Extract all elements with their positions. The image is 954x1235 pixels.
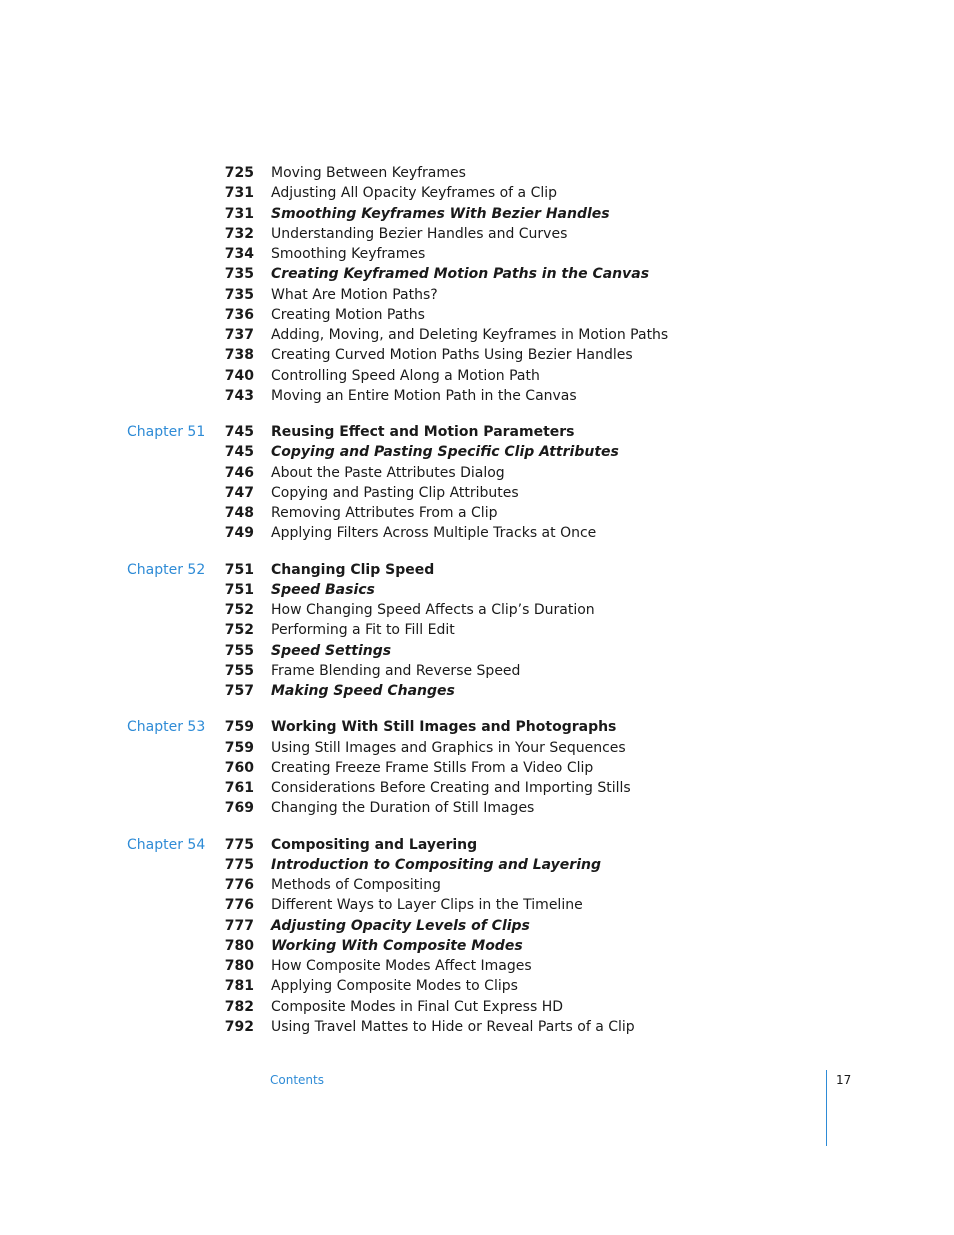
toc-entry xyxy=(0,895,954,915)
entry-title: Adding, Moving, and Deleting Keyframes in Motion Paths xyxy=(271,327,669,343)
entry-title: What Are Motion Paths? xyxy=(271,286,438,303)
toc-entry xyxy=(0,244,954,264)
chapter-label: Chapter 54 xyxy=(127,836,206,853)
entry-page-number: 780 xyxy=(224,958,254,974)
entry-title: Changing Clip Speed xyxy=(271,561,435,578)
toc-entry xyxy=(0,956,954,976)
entry-title: Speed Basics xyxy=(271,581,375,598)
toc-entry xyxy=(0,224,954,244)
entry-title: Adjusting Opacity Levels of Clips xyxy=(271,917,530,934)
entry-title: Creating Freeze Frame Stills From a Video Clip xyxy=(271,759,594,776)
entry-page-number: 760 xyxy=(224,759,254,776)
entry-title: How Composite Modes Affect Images xyxy=(271,958,532,974)
entry-title: Performing a Fit to Fill Edit xyxy=(271,622,455,639)
entry-page-number: 776 xyxy=(224,877,254,893)
entry-page-number: 740 xyxy=(224,367,254,384)
chapter-label: Chapter 52 xyxy=(127,561,206,578)
entry-title: Speed Settings xyxy=(271,642,392,659)
toc-entry xyxy=(0,875,954,895)
entry-page-number: 792 xyxy=(224,1018,254,1035)
entry-title: Creating Curved Motion Paths Using Bezier Handles xyxy=(271,347,633,364)
entry-title: Changing the Duration of Still Images xyxy=(271,800,535,817)
toc-entry xyxy=(0,386,954,406)
entry-page-number: 769 xyxy=(224,800,254,817)
chapter-row xyxy=(0,560,954,580)
entry-page-number: 746 xyxy=(224,464,254,481)
entry-title: Moving an Entire Motion Path in the Canvas xyxy=(271,387,577,404)
entry-title: Reusing Effect and Motion Parameters xyxy=(271,424,575,440)
entry-title: Different Ways to Layer Clips in the Timeline xyxy=(271,897,583,914)
entry-page-number: 761 xyxy=(224,780,254,796)
entry-page-number: 757 xyxy=(224,683,254,699)
entry-page-number: 775 xyxy=(224,836,254,853)
toc-entry xyxy=(0,661,954,681)
toc-entry xyxy=(0,523,954,543)
toc-entry xyxy=(0,681,954,701)
entry-page-number: 732 xyxy=(224,225,254,242)
entry-title: Applying Filters Across Multiple Tracks at Once xyxy=(271,525,597,542)
entry-title: Smoothing Keyframes With Bezier Handles xyxy=(271,205,610,222)
toc-entry xyxy=(0,580,954,600)
entry-title: Controlling Speed Along a Motion Path xyxy=(271,367,540,384)
entry-title: Compositing and Layering xyxy=(271,836,478,853)
page-number: 17 xyxy=(836,1073,852,1087)
toc-entry xyxy=(0,305,954,325)
entry-title: Applying Composite Modes to Clips xyxy=(271,978,518,995)
footer-section-label: Contents xyxy=(270,1073,324,1087)
toc-entry xyxy=(0,738,954,758)
entry-page-number: 755 xyxy=(224,662,254,679)
toc-entry xyxy=(0,442,954,462)
toc-entry xyxy=(0,285,954,305)
toc-entry xyxy=(0,483,954,503)
toc-entry xyxy=(0,345,954,365)
entry-page-number: 759 xyxy=(224,719,254,736)
entry-page-number: 782 xyxy=(224,998,254,1015)
entry-title: Using Still Images and Graphics in Your Sequences xyxy=(271,739,626,756)
toc-entry xyxy=(0,463,954,483)
chapter-label: Chapter 51 xyxy=(127,424,206,440)
entry-title: About the Paste Attributes Dialog xyxy=(271,464,505,481)
entry-title: Creating Motion Paths xyxy=(271,306,425,323)
toc-entry xyxy=(0,325,954,345)
toc-entry xyxy=(0,183,954,203)
entry-title: Working With Still Images and Photographs xyxy=(271,719,617,736)
toc-entry xyxy=(0,916,954,936)
entry-title: Creating Keyframed Motion Paths in the Canvas xyxy=(271,266,650,283)
entry-page-number: 735 xyxy=(224,286,254,303)
entry-title: Copying and Pasting Clip Attributes xyxy=(271,484,519,501)
entry-page-number: 777 xyxy=(224,917,254,934)
entry-page-number: 776 xyxy=(224,897,254,914)
toc-entry xyxy=(0,620,954,640)
toc-entry xyxy=(0,503,954,523)
toc-entry xyxy=(0,855,954,875)
entry-page-number: 735 xyxy=(224,266,254,283)
entry-page-number: 755 xyxy=(224,642,254,659)
toc-entry xyxy=(0,1017,954,1037)
entry-page-number: 731 xyxy=(224,205,254,222)
entry-title: Smoothing Keyframes xyxy=(271,246,426,262)
entry-title: Understanding Bezier Handles and Curves xyxy=(271,225,568,242)
toc-entry xyxy=(0,163,954,183)
chapter-row xyxy=(0,835,954,855)
entry-title: Using Travel Mattes to Hide or Reveal Parts of a Clip xyxy=(271,1018,635,1035)
entry-page-number: 734 xyxy=(224,246,254,262)
entry-page-number: 751 xyxy=(224,561,254,578)
entry-page-number: 759 xyxy=(224,739,254,756)
toc-entry xyxy=(0,366,954,386)
toc-entry xyxy=(0,758,954,778)
entry-page-number: 749 xyxy=(224,525,254,542)
entry-title: Moving Between Keyframes xyxy=(271,165,466,181)
toc-entry xyxy=(0,264,954,284)
entry-title: Removing Attributes From a Clip xyxy=(271,505,498,521)
toc-entry xyxy=(0,976,954,996)
entry-title: Making Speed Changes xyxy=(271,683,455,699)
entry-page-number: 752 xyxy=(224,622,254,639)
entry-title: Methods of Compositing xyxy=(271,877,441,893)
entry-title: How Changing Speed Affects a Clip’s Duration xyxy=(271,602,595,618)
toc-entry xyxy=(0,936,954,956)
entry-page-number: 748 xyxy=(224,505,254,521)
toc-entry xyxy=(0,778,954,798)
entry-page-number: 780 xyxy=(224,937,254,954)
entry-page-number: 751 xyxy=(224,581,254,598)
entry-page-number: 743 xyxy=(224,387,254,404)
entry-page-number: 752 xyxy=(224,602,254,618)
entry-page-number: 745 xyxy=(224,444,254,461)
entry-title: Adjusting All Opacity Keyframes of a Clip xyxy=(271,185,558,202)
toc-entry xyxy=(0,798,954,818)
entry-page-number: 747 xyxy=(224,484,254,501)
entry-title: Copying and Pasting Specific Clip Attributes xyxy=(271,444,619,461)
entry-page-number: 737 xyxy=(224,327,254,343)
entry-page-number: 725 xyxy=(224,165,254,181)
entry-page-number: 775 xyxy=(224,856,254,873)
toc-entry xyxy=(0,204,954,224)
chapter-row xyxy=(0,717,954,737)
chapter-row xyxy=(0,422,954,442)
entry-page-number: 736 xyxy=(224,306,254,323)
entry-title: Working With Composite Modes xyxy=(271,937,523,954)
toc-entry xyxy=(0,997,954,1017)
entry-page-number: 781 xyxy=(224,978,254,995)
footer-divider xyxy=(826,1070,827,1146)
entry-page-number: 738 xyxy=(224,347,254,364)
entry-page-number: 731 xyxy=(224,185,254,202)
entry-title: Introduction to Compositing and Layering xyxy=(271,856,601,873)
entry-title: Frame Blending and Reverse Speed xyxy=(271,662,521,679)
entry-page-number: 745 xyxy=(224,424,254,440)
entry-title: Considerations Before Creating and Importing Stills xyxy=(271,780,631,796)
toc-entry xyxy=(0,600,954,620)
toc-entry xyxy=(0,641,954,661)
entry-title: Composite Modes in Final Cut Express HD xyxy=(271,998,563,1015)
chapter-label: Chapter 53 xyxy=(127,719,206,736)
